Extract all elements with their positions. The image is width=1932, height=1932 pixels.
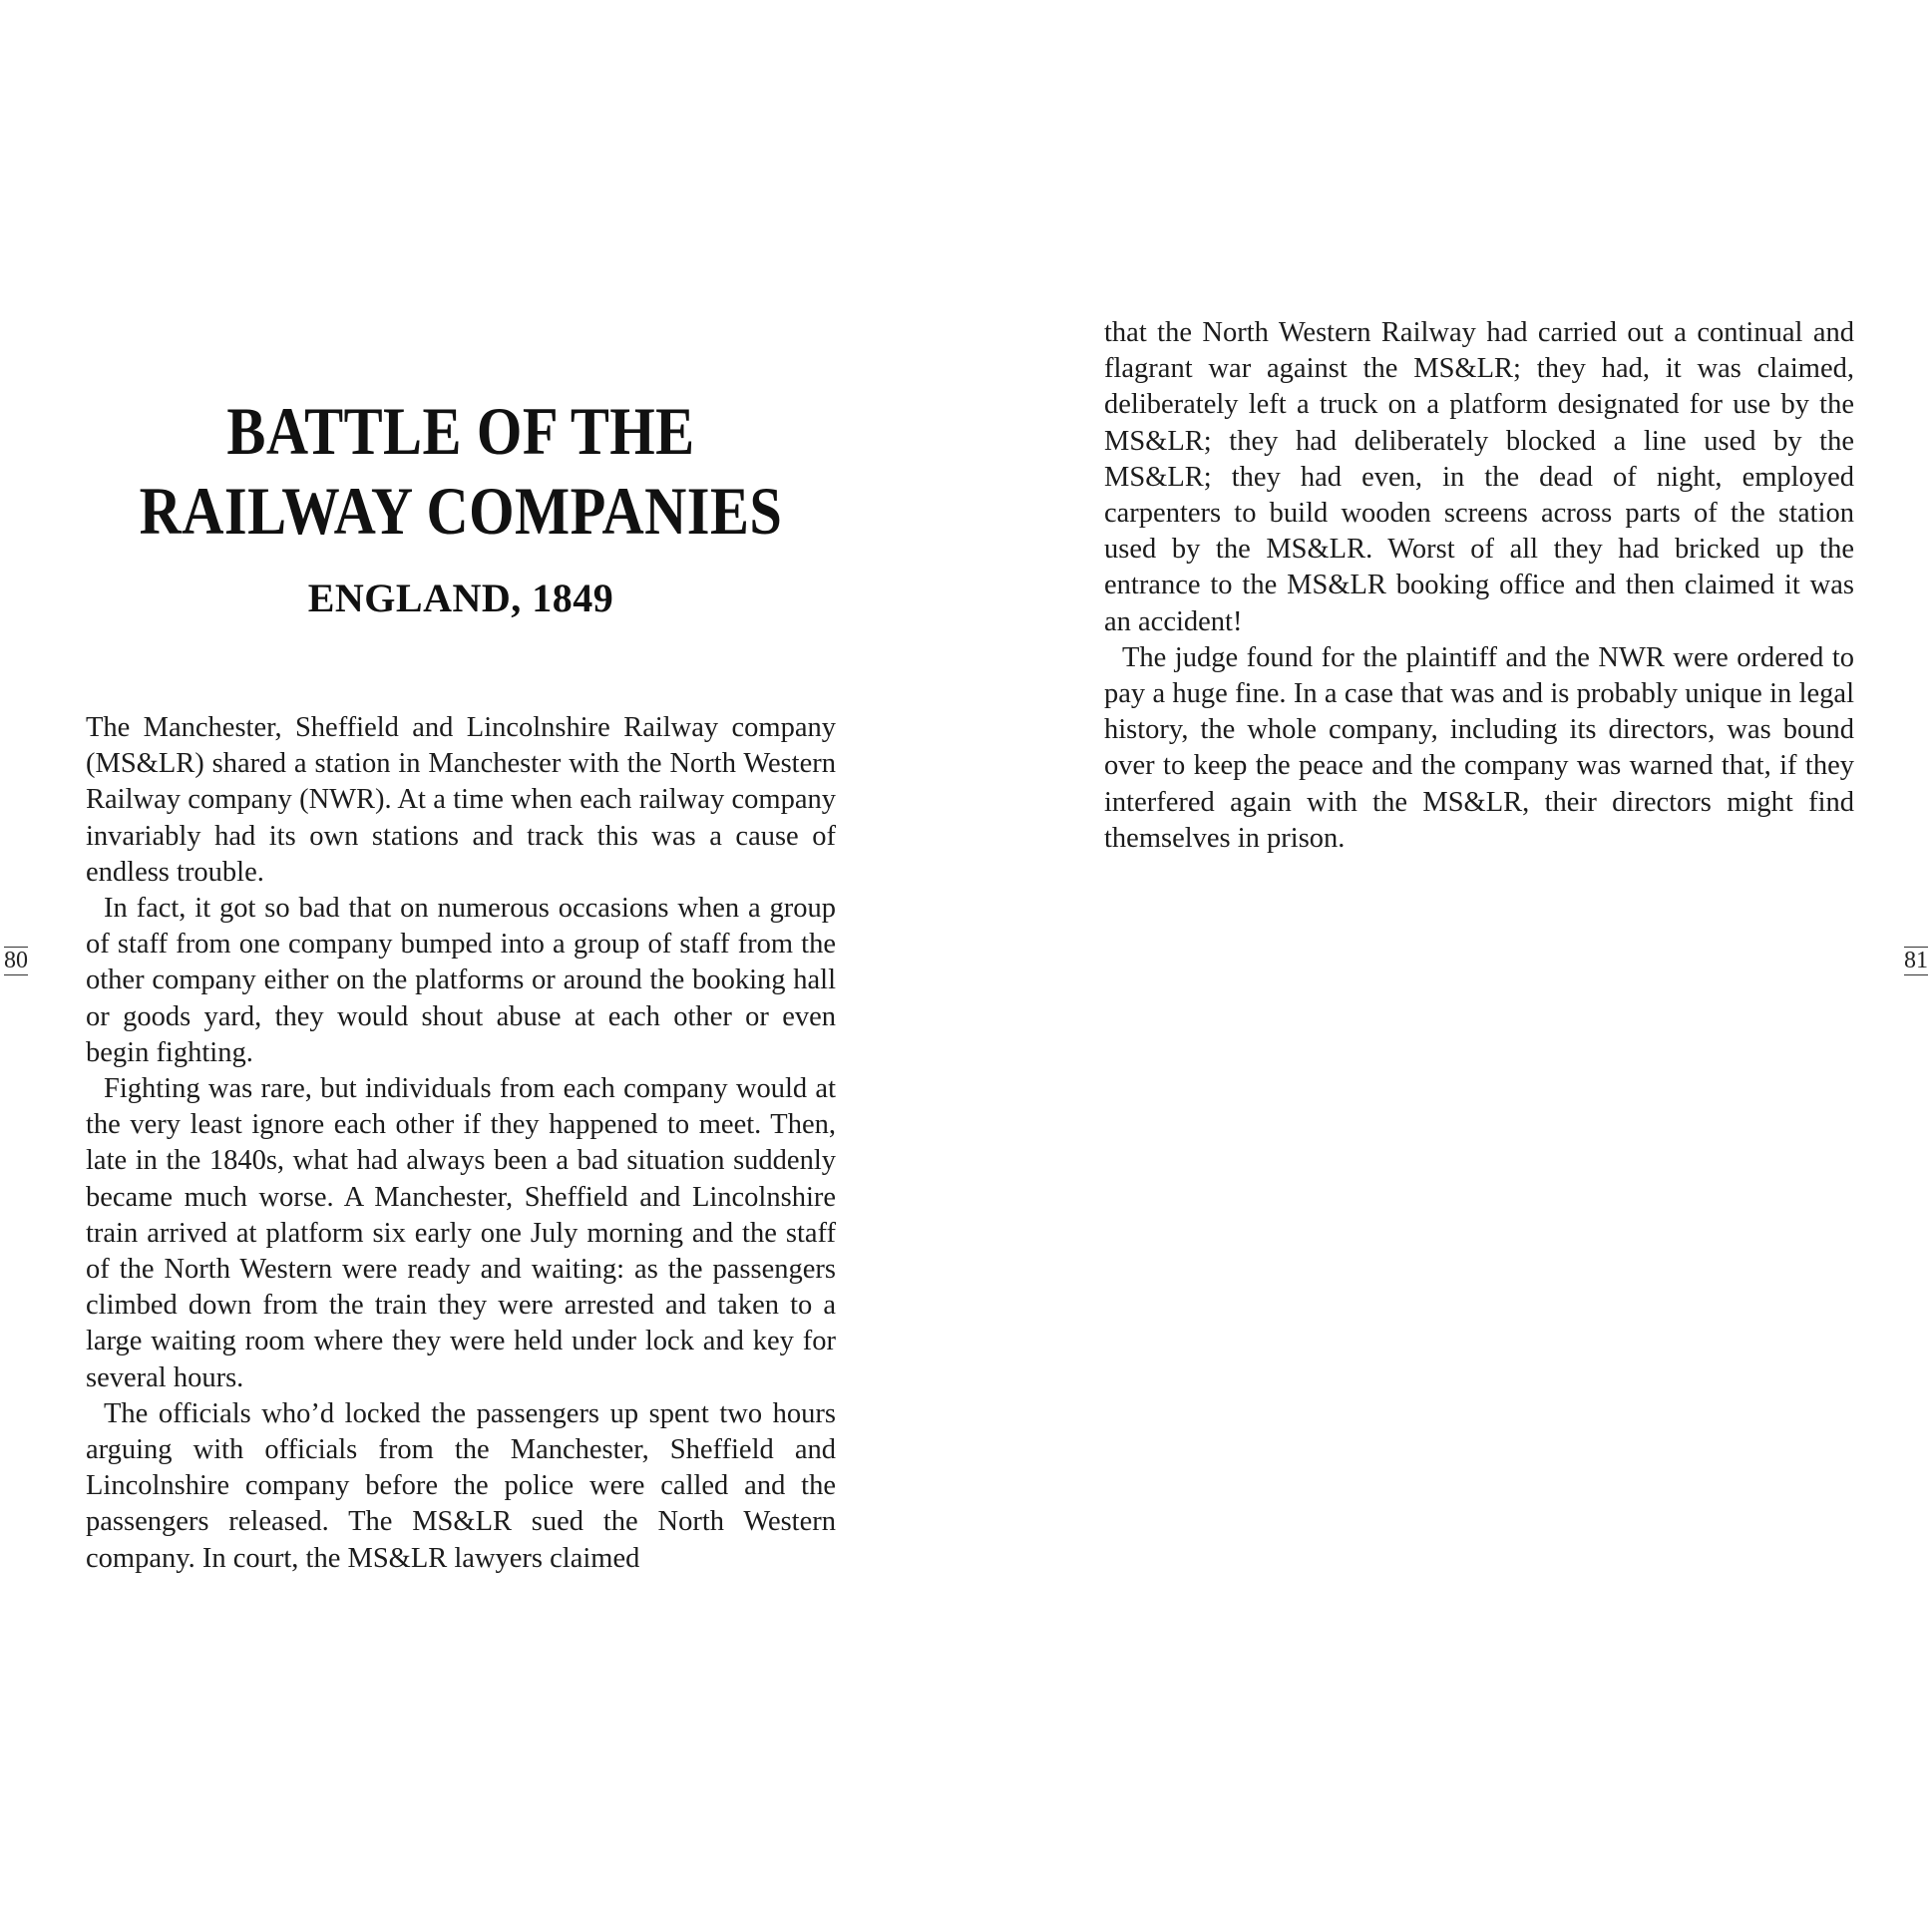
page-number-left: 80	[4, 948, 28, 973]
page-number-right: 81	[1904, 948, 1928, 973]
chapter-subtitle: ENGLAND, 1849	[307, 576, 614, 620]
paragraph: The officials who’d locked the passengers up spent two hours arguing with officials from the Manchester, Sheffield and Lincolnshire company before the police were called and the passengers released. The MS&LR sued the North Western company. In court, the MS&LR lawyers claimed	[86, 1397, 836, 1574]
right-page-body	[1104, 315, 1854, 857]
paragraph: In fact, it got so bad that on numerous occasions when a group of staff from one company bumped into a group of staff from the other company either on the platforms or around the booking hall or goods yard, they would shout abuse at each other or even begin fighting.	[86, 893, 836, 1068]
right-page	[966, 0, 1932, 1932]
left-page-body	[86, 710, 836, 1577]
chapter-heading	[86, 391, 836, 622]
paragraph: that the North Western Railway had carried out a continual and flagrant war against the MS&LR; they had, it was claimed, deliberately left a truck on a platform designated for use by the MS&LR; they had deliberately blocked a line used by the MS&LR; they had even, in the dead of night, employed carpenters to build wooden screens across parts of the station used by the MS&LR. Worst of all they had bricked up the entrance to the MS&LR booking office and then claimed it was an accident!	[1104, 317, 1854, 637]
paragraph: Fighting was rare, but individuals from each company would at the very least ignore each other if they happened to meet. Then, late in the 1840s, what had always been a bad situation suddenly became much worse. A Manchester, Sheffield and Lincolnshire train arrived at platform six early one July morning and the staff of the North Western were ready and waiting: as the passengers climbed down from the train they were arrested and taken to a large waiting room where they were held under lock and key for several hours.	[86, 1073, 836, 1393]
chapter-title: BATTLE OF THE RAILWAY COMPANIES	[139, 393, 783, 549]
paragraph: The Manchester, Sheffield and Lincolnshire Railway company (MS&LR) shared a station in Manchester with the North Western Railway company (NWR). At a time when each railway company invariably had its own stations and track this was a cause of endless trouble.	[86, 712, 836, 888]
paragraph: The judge found for the plaintiff and the NWR were ordered to pay a huge fine. In a case that was and is probably unique in legal history, the whole company, including its directors, was bound over to keep the peace and the company was warned that, if they interfered again with the MS&LR, their directors might find themselves in prison.	[1104, 641, 1854, 854]
